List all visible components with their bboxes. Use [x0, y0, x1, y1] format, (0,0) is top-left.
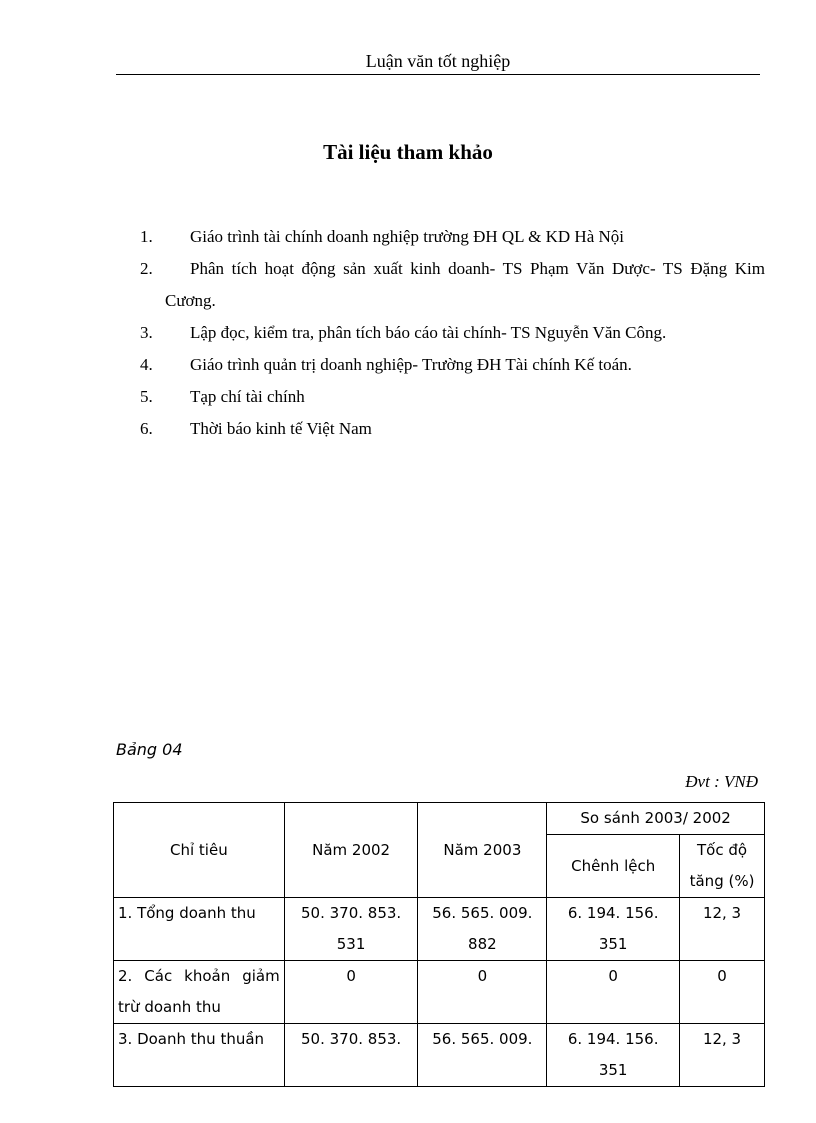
cell-difference: 0 — [547, 961, 680, 1024]
list-item — [140, 381, 765, 413]
header-growth: Tốc độ tăng (%) — [680, 835, 765, 898]
list-item-text: Tạp chí tài chính — [190, 387, 305, 406]
cell-year-2003: 56. 565. 009. 882 — [418, 898, 547, 961]
table-caption: Bảng 04 — [116, 740, 183, 759]
list-item — [140, 253, 765, 317]
table-row — [114, 1024, 765, 1087]
cell-indicator: 2. Các khoản giảm trừ doanh thu — [114, 961, 285, 1024]
table-row — [114, 898, 765, 961]
cell-year-2003: 0 — [418, 961, 547, 1024]
header-indicator: Chỉ tiêu — [114, 803, 285, 898]
list-item-number: 2. — [140, 259, 153, 278]
list-item-number: 6. — [140, 419, 153, 438]
cell-year-2002: 0 — [284, 961, 418, 1024]
table-row — [114, 961, 765, 1024]
cell-indicator: 1. Tổng doanh thu — [114, 898, 285, 961]
list-item-number: 4. — [140, 355, 153, 374]
page-title: Tài liệu tham khảo — [323, 140, 493, 164]
reference-list — [140, 221, 765, 445]
table-unit: Đvt : VNĐ — [685, 772, 758, 791]
header-year-2002: Năm 2002 — [284, 803, 418, 898]
cell-year-2002: 50. 370. 853. 531 — [284, 898, 418, 961]
header-difference: Chênh lệch — [547, 835, 680, 898]
list-item-number: 1. — [140, 227, 153, 246]
list-item-text: Giáo trình tài chính doanh nghiệp trường ĐH QL & KD Hà Nội — [190, 227, 624, 246]
list-item-number: 3. — [140, 323, 153, 342]
cell-difference: 6. 194. 156. 351 — [547, 1024, 680, 1087]
cell-year-2003: 56. 565. 009. — [418, 1024, 547, 1087]
cell-growth: 0 — [680, 961, 765, 1024]
header-compare: So sánh 2003/ 2002 — [547, 803, 765, 835]
list-item-text: Phân tích hoạt động sản xuất kinh doanh- TS Phạm Văn Dược- TS Đặng Kim Cương. — [165, 259, 765, 310]
list-item — [140, 349, 765, 381]
list-item — [140, 221, 765, 253]
header-title: Luận văn tốt nghiệp — [365, 51, 511, 71]
cell-difference: 6. 194. 156. 351 — [547, 898, 680, 961]
revenue-table — [113, 802, 765, 1087]
page-header — [116, 48, 760, 75]
list-item-text: Giáo trình quản trị doanh nghiệp- Trường ĐH Tài chính Kế toán. — [190, 355, 632, 374]
list-item-text: Thời báo kinh tế Việt Nam — [190, 419, 372, 438]
table-header-row — [114, 803, 765, 835]
cell-year-2002: 50. 370. 853. — [284, 1024, 418, 1087]
cell-indicator: 3. Doanh thu thuần — [114, 1024, 285, 1087]
cell-growth: 12, 3 — [680, 1024, 765, 1087]
list-item — [140, 317, 765, 349]
list-item-number: 5. — [140, 387, 153, 406]
header-year-2003: Năm 2003 — [418, 803, 547, 898]
cell-growth: 12, 3 — [680, 898, 765, 961]
list-item — [140, 413, 765, 445]
list-item-text: Lập đọc, kiểm tra, phân tích báo cáo tài chính- TS Nguyễn Văn Công. — [190, 323, 667, 342]
